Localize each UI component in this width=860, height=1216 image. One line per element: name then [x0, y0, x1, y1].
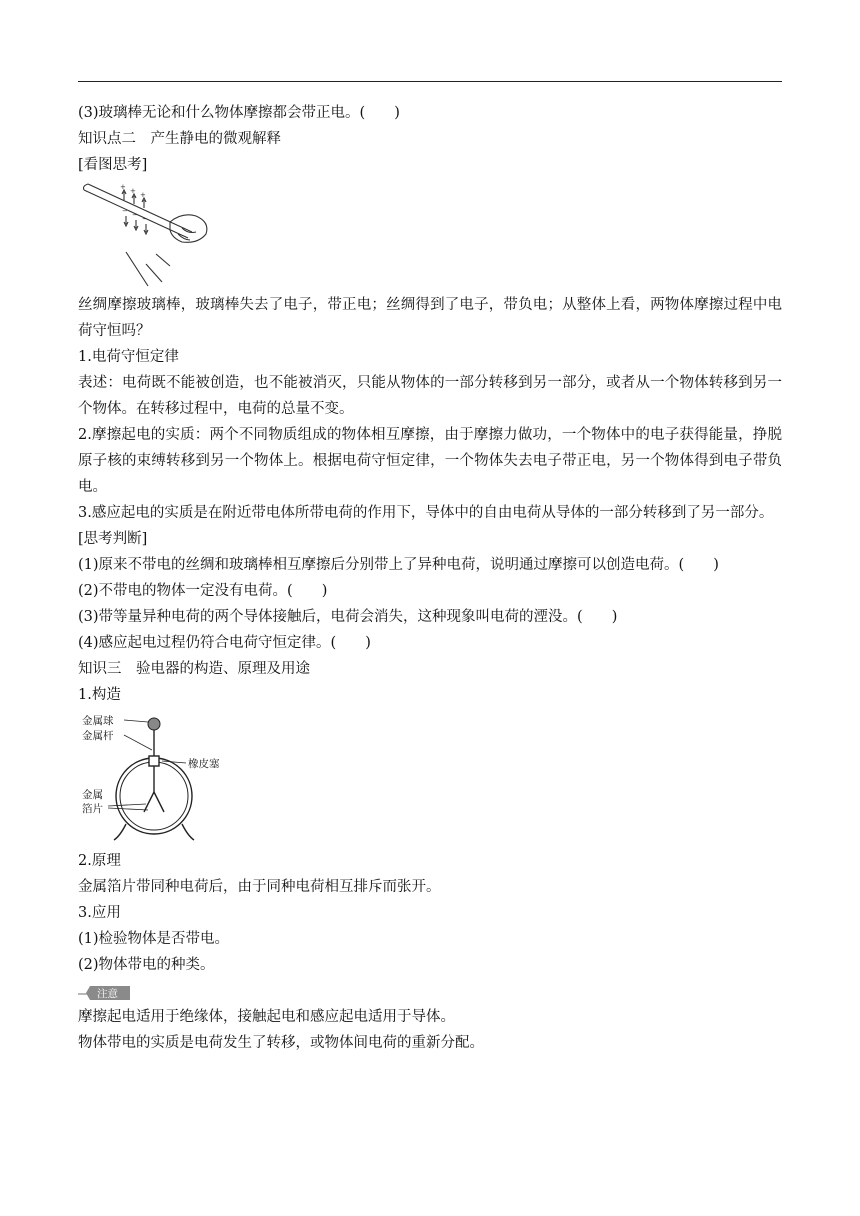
judge-item-1: (1)原来不带电的丝绸和玻璃棒相互摩擦后分别带上了异种电荷，说明通过摩擦可以创造电荷。( ) — [78, 557, 719, 573]
judge-item-2: (2)不带电的物体一定没有电荷。( ) — [78, 583, 328, 599]
law-paragraph: 表述：电荷既不能被创造，也不能被消灭，只能从物体的一部分转移到另一部分，或者从一个物体转移到另一个物体。在转移过程中，电荷的总量不变。 — [78, 375, 782, 417]
label-ball: 金属球 — [82, 715, 114, 727]
judge-item-3: (3)带等量异种电荷的两个导体接触后，电荷会消失，这种现象叫电荷的湮没。( ) — [78, 609, 618, 625]
structure-heading: 1.构造 — [78, 687, 121, 703]
document-body — [78, 100, 782, 1056]
principle-heading: 2.原理 — [78, 853, 121, 869]
application-heading: 3.应用 — [78, 905, 121, 921]
label-foil-line1: 金属 — [82, 789, 103, 801]
header-rule — [78, 81, 782, 82]
svg-text:−: − — [122, 207, 128, 215]
note-tag-label: 注意 — [97, 988, 118, 1000]
electroscope-figure — [78, 710, 248, 846]
judge-item-3-prev: (3)玻璃棒无论和什么物体摩擦都会带正电。( ) — [78, 105, 400, 121]
svg-text:+: + — [130, 187, 136, 195]
glass-rod-silk-figure — [78, 182, 218, 290]
note-line-2: 物体带电的实质是电荷发生了转移，或物体间电荷的重新分配。 — [78, 1035, 484, 1051]
svg-text:+: + — [140, 191, 146, 199]
think-judge-label: [思考判断] — [78, 531, 148, 547]
application-item-1: (1)检验物体是否带电。 — [78, 931, 230, 947]
label-foil-line2: 箔片 — [82, 803, 103, 815]
label-stopper: 橡皮塞 — [188, 758, 220, 770]
note-line-1: 摩擦起电适用于绝缘体，接触起电和感应起电适用于导体。 — [78, 1009, 455, 1025]
section-heading-3: 知识三 验电器的构造、原理及用途 — [78, 661, 310, 677]
principle-text: 金属箔片带同种电荷后，由于同种电荷相互排斥而张开。 — [78, 879, 441, 895]
look-think-label: [看图思考] — [78, 157, 148, 173]
svg-text:−: − — [132, 211, 138, 219]
section-heading: 知识点二 产生静电的微观解释 — [78, 131, 281, 147]
judge-item-4: (4)感应起电过程仍符合电荷守恒定律。( ) — [78, 635, 371, 651]
induction-paragraph: 3.感应起电的实质是在附近带电体所带电荷的作用下，导体中的自由电荷从导体的一部分转移到了另一部分。 — [78, 505, 774, 521]
svg-text:−: − — [142, 215, 148, 223]
law-heading: 1.电荷守恒定律 — [78, 349, 179, 365]
friction-paragraph: 2.摩擦起电的实质：两个不同物质组成的物体相互摩擦，由于摩擦力做功，一个物体中的电子获得能量，挣脱原子核的束缚转移到另一个物体上。根据电荷守恒定律，一个物体失去电子带正电，另一个物体得到电子带负电。 — [78, 427, 782, 495]
note-tag-icon — [78, 982, 138, 1002]
svg-text:+: + — [120, 183, 126, 191]
label-rod: 金属杆 — [82, 730, 114, 742]
application-item-2: (2)物体带电的种类。 — [78, 957, 215, 973]
question-paragraph: 丝绸摩擦玻璃棒，玻璃棒失去了电子，带正电；丝绸得到了电子，带负电；从整体上看，两物体摩擦过程中电荷守恒吗？ — [78, 297, 782, 339]
